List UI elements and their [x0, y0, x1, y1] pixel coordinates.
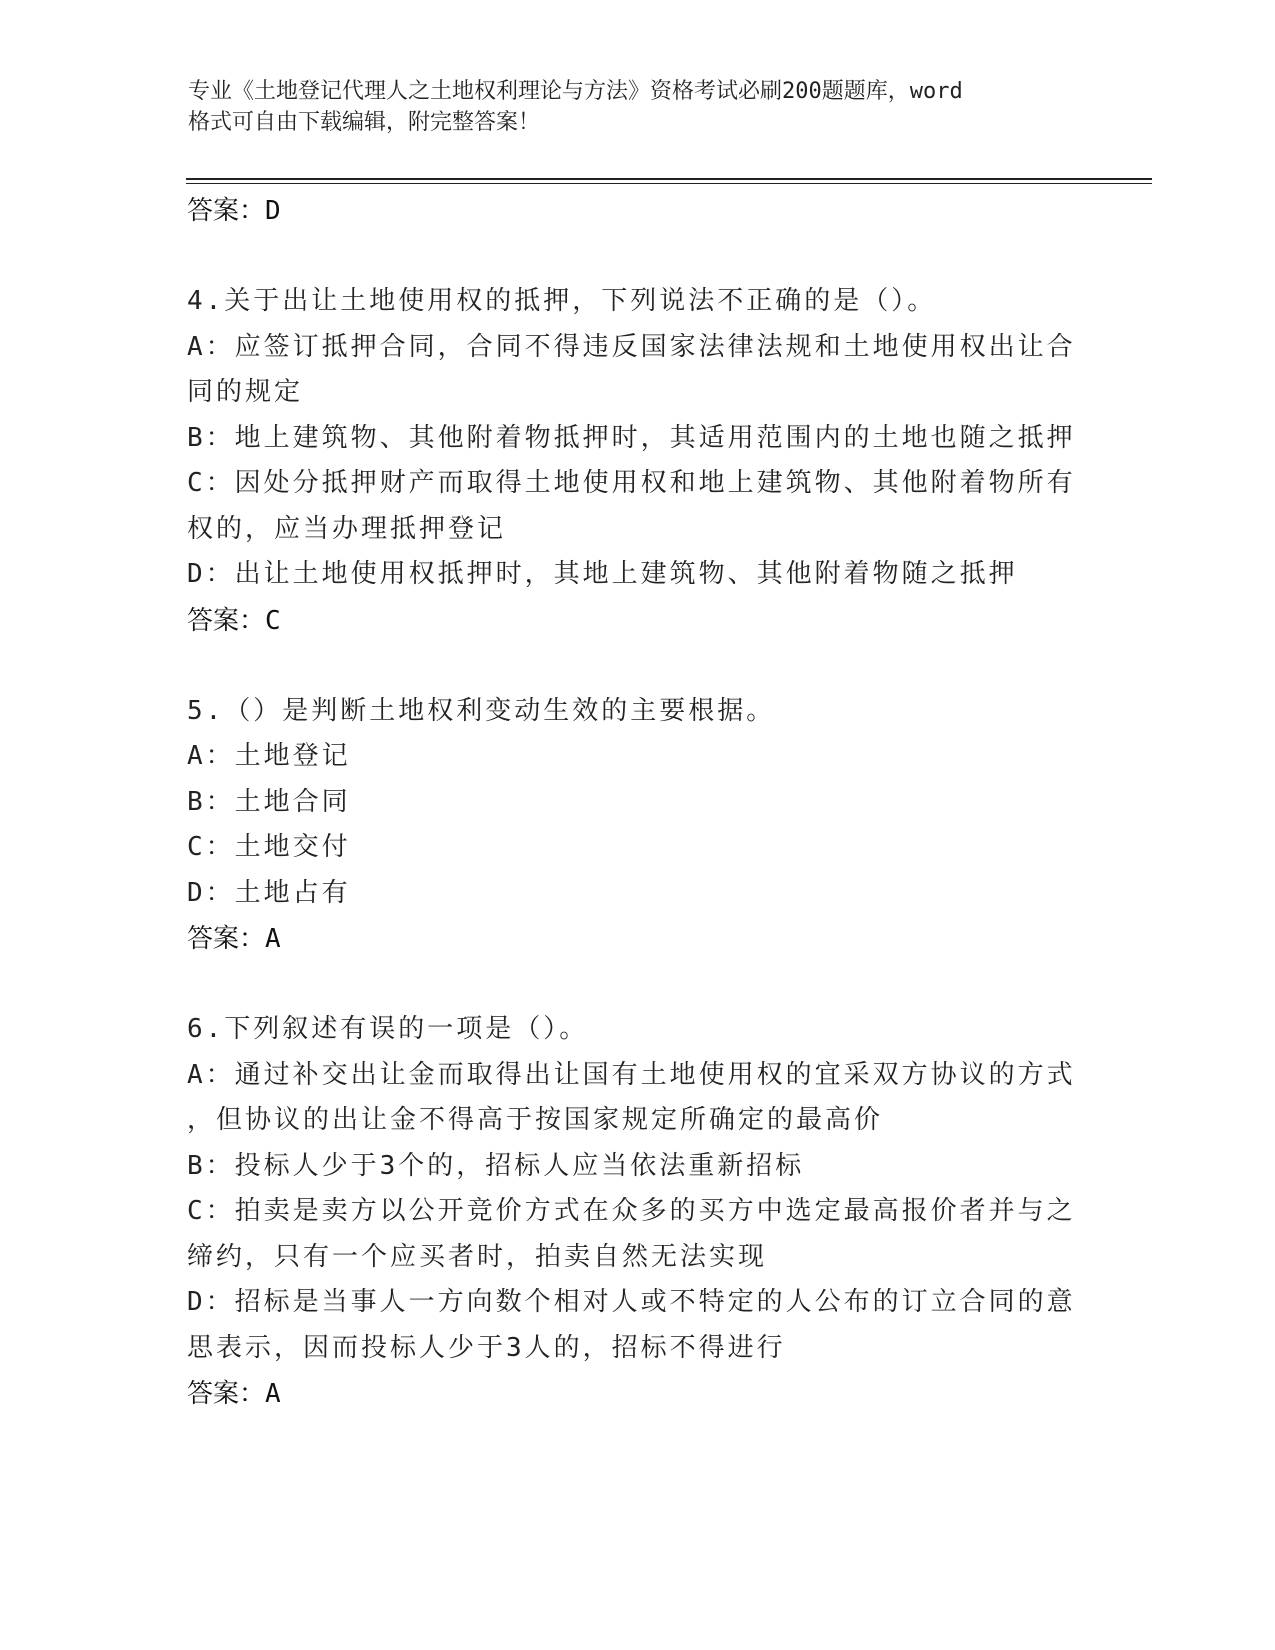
answer-value: C	[265, 605, 281, 636]
question-stem: 4.关于出让土地使用权的抵押，下列说法不正确的是（）。	[187, 286, 937, 316]
header-divider-thick	[186, 178, 1152, 180]
answer-line	[187, 916, 1087, 962]
answer-value: A	[265, 924, 281, 954]
option-c-line-2: 缔约，只有一个应买者时，拍卖自然无法实现	[187, 1241, 768, 1272]
answer-value: A	[265, 1379, 281, 1409]
question-stem: 6.下列叙述有误的一项是（）。	[187, 1014, 589, 1044]
option-c-line-1: C：拍卖是卖方以公开竞价方式在众多的买方中选定最高报价者并与之	[187, 1196, 1076, 1226]
header-line-1: 专业《土地登记代理人之土地权利理论与方法》资格考试必刷200题题库，word	[188, 79, 963, 104]
answer-label: 答案：	[187, 924, 266, 954]
option-d-line-1: D：招标是当事人一方向数个相对人或不特定的人公布的订立合同的意	[187, 1287, 1076, 1317]
option-a-line-1: A：通过补交出让金而取得出让国有土地使用权的宜采双方协议的方式	[187, 1059, 1076, 1090]
header-divider-thin	[186, 183, 1152, 184]
spacer	[187, 644, 1087, 689]
option-a-line-2: 同的规定	[187, 377, 304, 407]
question-6	[187, 1007, 1087, 1417]
answer-line	[187, 188, 1087, 234]
option-c-line-1: C：土地交付	[187, 832, 351, 862]
spacer	[187, 234, 1087, 279]
spacer	[187, 962, 1087, 1007]
answer-label: 答案：	[187, 1379, 266, 1409]
document-header	[188, 76, 1068, 138]
header-line-2: 格式可自由下载编辑，附完整答案！	[188, 110, 541, 135]
option-a-line-1: A：土地登记	[187, 741, 351, 771]
answer-label: 答案：	[187, 605, 266, 636]
answer-line	[187, 598, 1087, 644]
answer-value: D	[265, 196, 281, 226]
option-c-line-1: C：因处分抵押财产而取得土地使用权和地上建筑物、其他附着物所有	[187, 468, 1076, 498]
option-d-line-2: 思表示，因而投标人少于3人的，招标不得进行	[187, 1332, 786, 1363]
option-a-line-1: A：应签订抵押合同，合同不得违反国家法律法规和土地使用权出让合	[187, 331, 1076, 362]
answer-label: 答案：	[187, 196, 266, 226]
question-5	[187, 689, 1087, 963]
question-4	[187, 279, 1087, 644]
question-stem: 5.（）是判断土地权利变动生效的主要根据。	[187, 695, 776, 726]
option-d-line-1: D：土地占有	[187, 877, 351, 908]
option-b-line-1: B：地上建筑物、其他附着物抵押时，其适用范围内的土地也随之抵押	[187, 422, 1076, 453]
option-c-line-2: 权的，应当办理抵押登记	[187, 513, 507, 544]
option-b-line-1: B：土地合同	[187, 786, 351, 817]
option-d-line-1: D：出让土地使用权抵押时，其地上建筑物、其他附着物随之抵押	[187, 559, 1018, 589]
question-list	[187, 188, 1087, 1417]
answer-line	[187, 1371, 1087, 1417]
option-a-line-2: ，但协议的出让金不得高于按国家规定所确定的最高价	[187, 1105, 884, 1135]
option-b-line-1: B：投标人少于3个的，招标人应当依法重新招标	[187, 1150, 805, 1181]
